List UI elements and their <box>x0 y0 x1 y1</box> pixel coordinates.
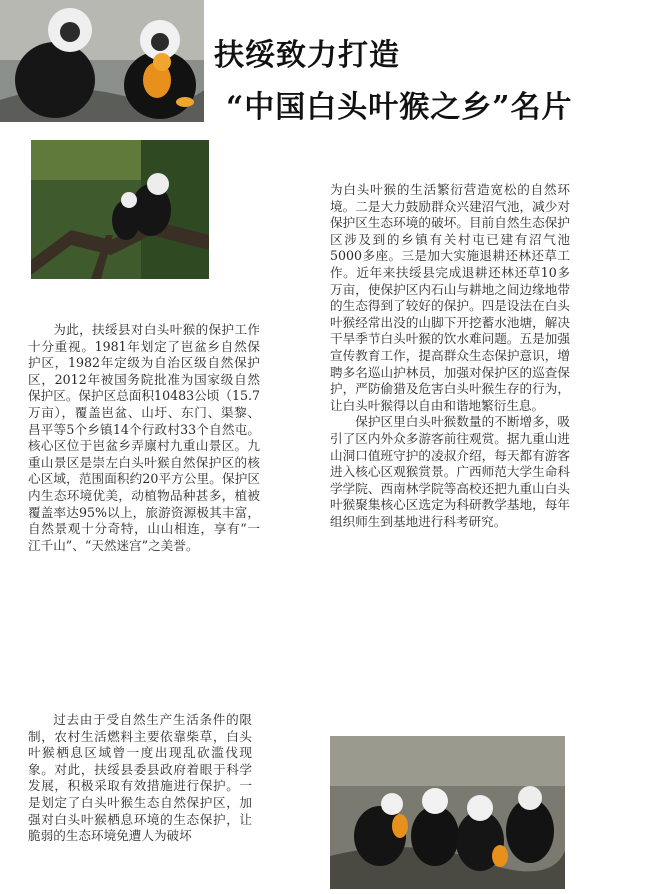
paragraph: 为白头叶猴的生活繁衍营造宽松的自然环境。二是大力鼓励群众兴建沼气池，减少对保护区生态环境的破坏。目前自然生态保护区涉及到的乡镇有关村屯已建有沼气池5000多座。三是加大实施退耕还林还草工作。近年来扶绥县完成退耕还林还草10多万亩，使保护区内石山与耕地之间边缘地带的生态得到了较好的保护。四是设法在白头叶猴经常出没的山脚下开挖蓄水池塘，解决干旱季节白头叶猴的饮水难问题。五是加强宣传教育工作，提高群众生态保护意识，增聘多名巡山护林员，加强对保护区的巡查保护，严防偷猎及危害白头叶猴生存的行为，让白头叶猴得以自由和谐地繁衍生息。 <box>330 182 570 413</box>
paragraph: 过去由于受自然生产生活条件的限制，农村生活燃料主要依靠柴草，白头叶猴栖息区域曾一度出现乱砍滥伐现象。对此，扶绥县委县政府着眼于科学发展，积极采取有效措施进行保护。一是划定了白头叶猴生态自然保护区，加强对白头叶猴栖息环境的生态保护，让脆弱的生态环境免遭人为破坏 <box>28 712 252 844</box>
right-column <box>330 182 570 530</box>
bottom-right-photo <box>330 736 565 889</box>
paragraph: 为此，扶绥县对白头叶猴的保护工作十分重视。1981年划定了岜盆乡自然保护区，1982年定级为自治区级自然保护区，2012年被国务院批准为国家级自然保护区。保护区总面积10483公顷（15.7万亩），覆盖岜盆、山圩、东门、渠黎、昌平等5个乡镇14个行政村33个自然屯。核心区位于岜盆乡弄廪村九重山景区。九重山景区是崇左白头叶猴自然保护区的核心区域，范围面积约20平方公里。保护区内生态环境优美，动植物品种甚多，植被覆盖率达95%以上，旅游资源极其丰富，自然景观十分奇特，山山相连，享有“一江千山”、“天然迷宫”之美誉。 <box>28 322 260 553</box>
article-title-line1: 扶绥致力打造 <box>214 38 400 73</box>
top-left-photo <box>0 0 204 122</box>
left-column-upper <box>28 322 260 554</box>
middle-left-photo <box>31 140 209 279</box>
left-column-lower <box>28 712 252 845</box>
paragraph: 保护区里白头叶猴数量的不断增多，吸引了区内外众多游客前往观赏。据九重山进山洞口值班守护的凌叔介绍，每天都有游客进入核心区观猴赏景。广西师范大学生命科学学院、西南林学院等高校还把九重山白头叶猴聚集核心区选定为科研教学基地，每年组织师生到基地进行科考研究。 <box>330 414 570 529</box>
article-title-line2: “中国白头叶猴之乡”名片 <box>226 90 573 125</box>
